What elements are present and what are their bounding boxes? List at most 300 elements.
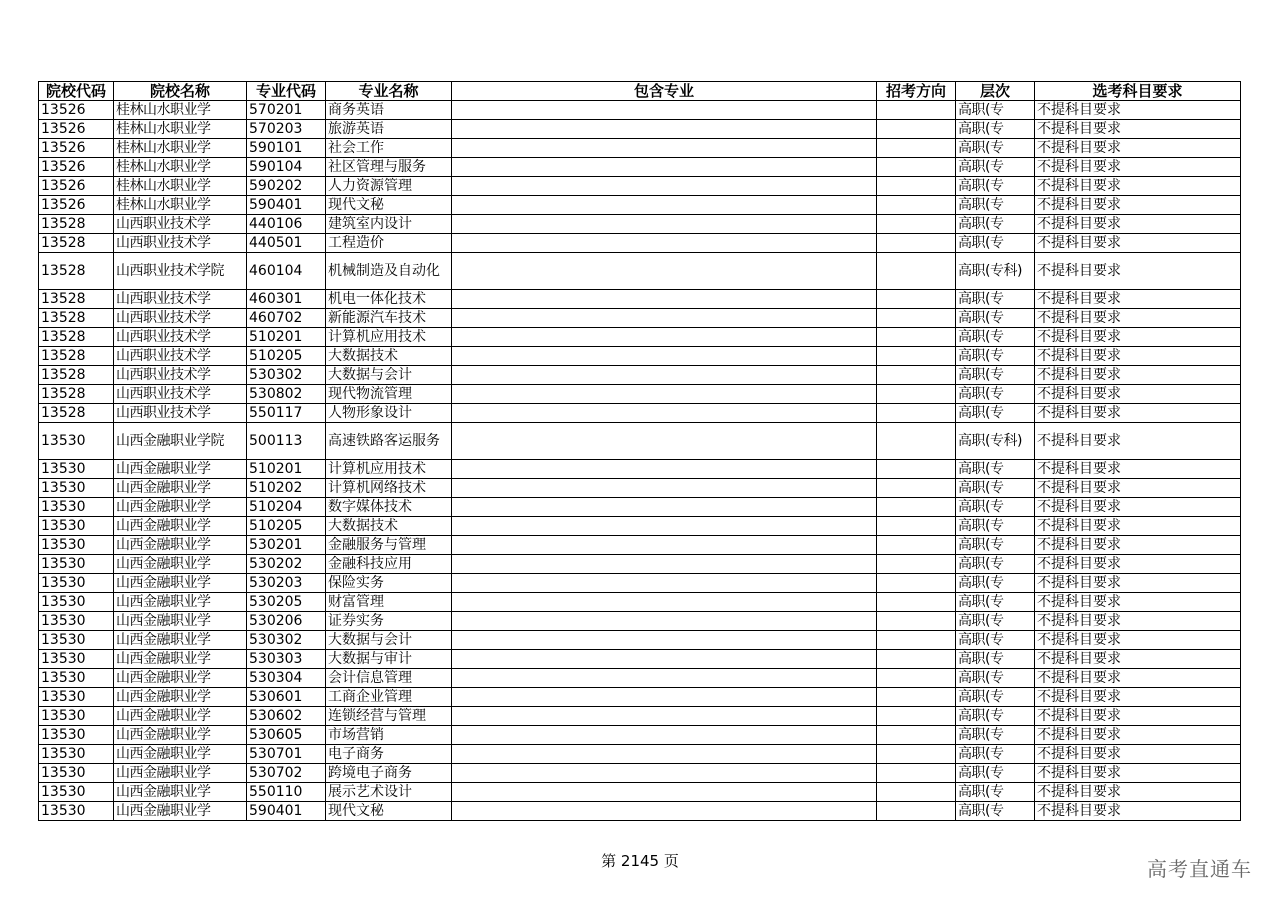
cell-school-name: 山西金融职业学 bbox=[114, 745, 247, 764]
cell-school-code: 13526 bbox=[39, 158, 114, 177]
cell-level: 高职(专 bbox=[956, 404, 1035, 423]
cell-school-code: 13528 bbox=[39, 366, 114, 385]
cell-level: 高职(专 bbox=[956, 536, 1035, 555]
cell-major-name: 电子商务 bbox=[326, 745, 452, 764]
cell-major-code: 500113 bbox=[247, 423, 326, 460]
cell-level: 高职(专 bbox=[956, 574, 1035, 593]
cell-major-code: 460702 bbox=[247, 309, 326, 328]
cell-subject-requirement: 不提科目要求 bbox=[1035, 460, 1241, 479]
cell-direction bbox=[877, 688, 956, 707]
cell-direction bbox=[877, 120, 956, 139]
cell-school-name: 山西金融职业学 bbox=[114, 783, 247, 802]
cell-major-name: 现代物流管理 bbox=[326, 385, 452, 404]
cell-school-code: 13528 bbox=[39, 404, 114, 423]
cell-level: 高职(专 bbox=[956, 593, 1035, 612]
table-row bbox=[39, 347, 1241, 366]
cell-included-majors bbox=[452, 177, 877, 196]
cell-level: 高职(专 bbox=[956, 707, 1035, 726]
cell-level: 高职(专 bbox=[956, 498, 1035, 517]
cell-school-name: 山西金融职业学 bbox=[114, 726, 247, 745]
cell-subject-requirement: 不提科目要求 bbox=[1035, 650, 1241, 669]
cell-major-name: 大数据技术 bbox=[326, 347, 452, 366]
cell-included-majors bbox=[452, 612, 877, 631]
cell-direction bbox=[877, 253, 956, 290]
cell-direction bbox=[877, 328, 956, 347]
table-row bbox=[39, 158, 1241, 177]
cell-major-code: 530202 bbox=[247, 555, 326, 574]
cell-major-name: 金融服务与管理 bbox=[326, 536, 452, 555]
cell-school-code: 13528 bbox=[39, 328, 114, 347]
cell-school-code: 13528 bbox=[39, 234, 114, 253]
cell-major-name: 机电一体化技术 bbox=[326, 290, 452, 309]
cell-included-majors bbox=[452, 120, 877, 139]
cell-direction bbox=[877, 290, 956, 309]
cell-major-code: 570201 bbox=[247, 101, 326, 120]
cell-included-majors bbox=[452, 574, 877, 593]
cell-subject-requirement: 不提科目要求 bbox=[1035, 234, 1241, 253]
table-row bbox=[39, 726, 1241, 745]
cell-major-name: 会计信息管理 bbox=[326, 669, 452, 688]
cell-school-name: 山西金融职业学 bbox=[114, 574, 247, 593]
cell-major-code: 530605 bbox=[247, 726, 326, 745]
cell-included-majors bbox=[452, 139, 877, 158]
cell-school-code: 13530 bbox=[39, 650, 114, 669]
cell-level: 高职(专 bbox=[956, 460, 1035, 479]
cell-school-code: 13530 bbox=[39, 574, 114, 593]
cell-school-name: 山西金融职业学 bbox=[114, 498, 247, 517]
cell-major-name: 机械制造及自动化 bbox=[326, 253, 452, 290]
cell-included-majors bbox=[452, 215, 877, 234]
cell-school-code: 13528 bbox=[39, 215, 114, 234]
header-school-name: 院校名称 bbox=[114, 82, 247, 101]
cell-level: 高职(专 bbox=[956, 215, 1035, 234]
cell-direction bbox=[877, 309, 956, 328]
cell-subject-requirement: 不提科目要求 bbox=[1035, 215, 1241, 234]
cell-included-majors bbox=[452, 498, 877, 517]
table-row bbox=[39, 612, 1241, 631]
table-row bbox=[39, 650, 1241, 669]
cell-direction bbox=[877, 574, 956, 593]
table-row bbox=[39, 707, 1241, 726]
cell-school-name: 山西职业技术学 bbox=[114, 309, 247, 328]
cell-included-majors bbox=[452, 385, 877, 404]
cell-subject-requirement: 不提科目要求 bbox=[1035, 328, 1241, 347]
cell-direction bbox=[877, 612, 956, 631]
cell-subject-requirement: 不提科目要求 bbox=[1035, 612, 1241, 631]
cell-subject-requirement: 不提科目要求 bbox=[1035, 385, 1241, 404]
table-row bbox=[39, 555, 1241, 574]
cell-direction bbox=[877, 460, 956, 479]
table-row bbox=[39, 460, 1241, 479]
cell-included-majors bbox=[452, 101, 877, 120]
cell-included-majors bbox=[452, 745, 877, 764]
cell-major-code: 590202 bbox=[247, 177, 326, 196]
cell-direction bbox=[877, 745, 956, 764]
cell-level: 高职(专 bbox=[956, 745, 1035, 764]
cell-included-majors bbox=[452, 460, 877, 479]
cell-subject-requirement: 不提科目要求 bbox=[1035, 253, 1241, 290]
cell-major-code: 530302 bbox=[247, 631, 326, 650]
cell-major-name: 人物形象设计 bbox=[326, 404, 452, 423]
cell-included-majors bbox=[452, 726, 877, 745]
cell-level: 高职(专 bbox=[956, 120, 1035, 139]
cell-subject-requirement: 不提科目要求 bbox=[1035, 101, 1241, 120]
cell-included-majors bbox=[452, 688, 877, 707]
cell-direction bbox=[877, 707, 956, 726]
cell-level: 高职(专 bbox=[956, 328, 1035, 347]
cell-subject-requirement: 不提科目要求 bbox=[1035, 536, 1241, 555]
cell-direction bbox=[877, 669, 956, 688]
cell-included-majors bbox=[452, 234, 877, 253]
cell-major-code: 510205 bbox=[247, 347, 326, 366]
cell-included-majors bbox=[452, 196, 877, 215]
cell-school-name: 山西金融职业学 bbox=[114, 536, 247, 555]
cell-level: 高职(专 bbox=[956, 726, 1035, 745]
cell-school-code: 13530 bbox=[39, 555, 114, 574]
cell-direction bbox=[877, 385, 956, 404]
cell-major-name: 财富管理 bbox=[326, 593, 452, 612]
cell-major-code: 460104 bbox=[247, 253, 326, 290]
cell-school-code: 13526 bbox=[39, 101, 114, 120]
header-level: 层次 bbox=[956, 82, 1035, 101]
cell-subject-requirement: 不提科目要求 bbox=[1035, 783, 1241, 802]
cell-school-name: 山西职业技术学 bbox=[114, 385, 247, 404]
header-subject-requirement: 选考科目要求 bbox=[1035, 82, 1241, 101]
table-row bbox=[39, 593, 1241, 612]
cell-direction bbox=[877, 479, 956, 498]
table-body bbox=[39, 101, 1241, 821]
cell-major-name: 社区管理与服务 bbox=[326, 158, 452, 177]
cell-level: 高职(专 bbox=[956, 347, 1035, 366]
cell-major-code: 460301 bbox=[247, 290, 326, 309]
table-row bbox=[39, 196, 1241, 215]
cell-major-name: 计算机应用技术 bbox=[326, 328, 452, 347]
header-included-majors: 包含专业 bbox=[452, 82, 877, 101]
cell-major-name: 大数据技术 bbox=[326, 517, 452, 536]
cell-major-code: 530602 bbox=[247, 707, 326, 726]
cell-school-name: 桂林山水职业学 bbox=[114, 120, 247, 139]
cell-school-code: 13526 bbox=[39, 177, 114, 196]
table-row bbox=[39, 669, 1241, 688]
cell-school-name: 山西金融职业学 bbox=[114, 479, 247, 498]
cell-major-code: 530203 bbox=[247, 574, 326, 593]
cell-school-code: 13530 bbox=[39, 460, 114, 479]
cell-level: 高职(专 bbox=[956, 669, 1035, 688]
cell-level: 高职(专 bbox=[956, 366, 1035, 385]
cell-major-name: 展示艺术设计 bbox=[326, 783, 452, 802]
cell-included-majors bbox=[452, 309, 877, 328]
cell-included-majors bbox=[452, 366, 877, 385]
cell-included-majors bbox=[452, 423, 877, 460]
table-row bbox=[39, 631, 1241, 650]
cell-major-name: 新能源汽车技术 bbox=[326, 309, 452, 328]
cell-school-name: 山西金融职业学院 bbox=[114, 423, 247, 460]
cell-direction bbox=[877, 366, 956, 385]
cell-school-code: 13530 bbox=[39, 593, 114, 612]
table-row bbox=[39, 253, 1241, 290]
cell-major-name: 证券实务 bbox=[326, 612, 452, 631]
cell-level: 高职(专 bbox=[956, 612, 1035, 631]
table-row bbox=[39, 574, 1241, 593]
cell-level: 高职(专 bbox=[956, 783, 1035, 802]
header-row bbox=[39, 82, 1241, 101]
cell-major-name: 保险实务 bbox=[326, 574, 452, 593]
page-number: 第 2145 页 bbox=[601, 852, 679, 870]
cell-school-name: 山西职业技术学 bbox=[114, 234, 247, 253]
cell-school-code: 13528 bbox=[39, 290, 114, 309]
cell-direction bbox=[877, 234, 956, 253]
cell-major-code: 530701 bbox=[247, 745, 326, 764]
header-major-code: 专业代码 bbox=[247, 82, 326, 101]
cell-direction bbox=[877, 764, 956, 783]
cell-direction bbox=[877, 347, 956, 366]
cell-level: 高职(专 bbox=[956, 177, 1035, 196]
cell-subject-requirement: 不提科目要求 bbox=[1035, 555, 1241, 574]
table-row bbox=[39, 328, 1241, 347]
cell-level: 高职(专 bbox=[956, 158, 1035, 177]
cell-direction bbox=[877, 101, 956, 120]
cell-school-code: 13528 bbox=[39, 385, 114, 404]
cell-subject-requirement: 不提科目要求 bbox=[1035, 423, 1241, 460]
cell-school-code: 13530 bbox=[39, 745, 114, 764]
cell-school-code: 13528 bbox=[39, 253, 114, 290]
cell-direction bbox=[877, 423, 956, 460]
table-row bbox=[39, 290, 1241, 309]
cell-school-code: 13526 bbox=[39, 139, 114, 158]
cell-school-code: 13530 bbox=[39, 498, 114, 517]
table-row bbox=[39, 783, 1241, 802]
cell-school-name: 山西金融职业学 bbox=[114, 669, 247, 688]
cell-direction bbox=[877, 650, 956, 669]
cell-major-code: 590101 bbox=[247, 139, 326, 158]
cell-major-name: 市场营销 bbox=[326, 726, 452, 745]
cell-school-name: 山西职业技术学 bbox=[114, 366, 247, 385]
cell-direction bbox=[877, 404, 956, 423]
cell-major-name: 社会工作 bbox=[326, 139, 452, 158]
admissions-table bbox=[38, 81, 1241, 821]
cell-included-majors bbox=[452, 802, 877, 821]
cell-school-name: 山西金融职业学 bbox=[114, 612, 247, 631]
cell-school-code: 13530 bbox=[39, 536, 114, 555]
cell-school-name: 桂林山水职业学 bbox=[114, 158, 247, 177]
cell-school-code: 13530 bbox=[39, 802, 114, 821]
cell-subject-requirement: 不提科目要求 bbox=[1035, 802, 1241, 821]
cell-major-name: 高速铁路客运服务 bbox=[326, 423, 452, 460]
cell-subject-requirement: 不提科目要求 bbox=[1035, 631, 1241, 650]
cell-subject-requirement: 不提科目要求 bbox=[1035, 726, 1241, 745]
table-row bbox=[39, 120, 1241, 139]
cell-included-majors bbox=[452, 536, 877, 555]
cell-subject-requirement: 不提科目要求 bbox=[1035, 177, 1241, 196]
cell-school-code: 13526 bbox=[39, 196, 114, 215]
cell-direction bbox=[877, 783, 956, 802]
cell-subject-requirement: 不提科目要求 bbox=[1035, 593, 1241, 612]
cell-major-name: 建筑室内设计 bbox=[326, 215, 452, 234]
cell-major-code: 510205 bbox=[247, 517, 326, 536]
cell-major-name: 人力资源管理 bbox=[326, 177, 452, 196]
header-major-name: 专业名称 bbox=[326, 82, 452, 101]
cell-major-name: 大数据与会计 bbox=[326, 631, 452, 650]
cell-level: 高职(专科) bbox=[956, 253, 1035, 290]
cell-school-name: 山西金融职业学 bbox=[114, 707, 247, 726]
cell-direction bbox=[877, 517, 956, 536]
cell-level: 高职(专 bbox=[956, 631, 1035, 650]
cell-subject-requirement: 不提科目要求 bbox=[1035, 139, 1241, 158]
cell-major-name: 大数据与审计 bbox=[326, 650, 452, 669]
cell-major-code: 530205 bbox=[247, 593, 326, 612]
cell-subject-requirement: 不提科目要求 bbox=[1035, 498, 1241, 517]
cell-subject-requirement: 不提科目要求 bbox=[1035, 517, 1241, 536]
table-row bbox=[39, 177, 1241, 196]
cell-school-code: 13528 bbox=[39, 309, 114, 328]
cell-school-name: 桂林山水职业学 bbox=[114, 139, 247, 158]
table-row bbox=[39, 745, 1241, 764]
cell-major-code: 570203 bbox=[247, 120, 326, 139]
cell-included-majors bbox=[452, 783, 877, 802]
cell-school-name: 桂林山水职业学 bbox=[114, 101, 247, 120]
cell-major-name: 数字媒体技术 bbox=[326, 498, 452, 517]
cell-subject-requirement: 不提科目要求 bbox=[1035, 764, 1241, 783]
cell-major-name: 大数据与会计 bbox=[326, 366, 452, 385]
cell-major-name: 计算机应用技术 bbox=[326, 460, 452, 479]
cell-school-code: 13530 bbox=[39, 517, 114, 536]
cell-level: 高职(专科) bbox=[956, 423, 1035, 460]
cell-school-name: 山西职业技术学 bbox=[114, 347, 247, 366]
cell-direction bbox=[877, 196, 956, 215]
cell-school-code: 13530 bbox=[39, 764, 114, 783]
cell-school-code: 13530 bbox=[39, 423, 114, 460]
cell-level: 高职(专 bbox=[956, 385, 1035, 404]
cell-school-name: 山西金融职业学 bbox=[114, 764, 247, 783]
cell-subject-requirement: 不提科目要求 bbox=[1035, 158, 1241, 177]
cell-school-name: 山西金融职业学 bbox=[114, 631, 247, 650]
cell-direction bbox=[877, 215, 956, 234]
cell-direction bbox=[877, 631, 956, 650]
cell-direction bbox=[877, 158, 956, 177]
cell-school-name: 山西金融职业学 bbox=[114, 517, 247, 536]
cell-major-code: 590401 bbox=[247, 802, 326, 821]
cell-school-name: 山西金融职业学 bbox=[114, 802, 247, 821]
cell-major-code: 530802 bbox=[247, 385, 326, 404]
cell-included-majors bbox=[452, 593, 877, 612]
cell-major-name: 连锁经营与管理 bbox=[326, 707, 452, 726]
cell-level: 高职(专 bbox=[956, 802, 1035, 821]
cell-major-name: 计算机网络技术 bbox=[326, 479, 452, 498]
table-row bbox=[39, 536, 1241, 555]
cell-school-name: 桂林山水职业学 bbox=[114, 196, 247, 215]
cell-major-code: 550117 bbox=[247, 404, 326, 423]
cell-level: 高职(专 bbox=[956, 101, 1035, 120]
cell-included-majors bbox=[452, 328, 877, 347]
cell-included-majors bbox=[452, 290, 877, 309]
cell-level: 高职(专 bbox=[956, 309, 1035, 328]
cell-level: 高职(专 bbox=[956, 139, 1035, 158]
cell-level: 高职(专 bbox=[956, 479, 1035, 498]
cell-subject-requirement: 不提科目要求 bbox=[1035, 479, 1241, 498]
cell-included-majors bbox=[452, 555, 877, 574]
cell-school-name: 山西金融职业学 bbox=[114, 593, 247, 612]
cell-subject-requirement: 不提科目要求 bbox=[1035, 196, 1241, 215]
cell-major-code: 530303 bbox=[247, 650, 326, 669]
cell-major-code: 510201 bbox=[247, 328, 326, 347]
cell-included-majors bbox=[452, 650, 877, 669]
cell-subject-requirement: 不提科目要求 bbox=[1035, 404, 1241, 423]
cell-subject-requirement: 不提科目要求 bbox=[1035, 309, 1241, 328]
cell-school-name: 山西金融职业学 bbox=[114, 555, 247, 574]
cell-major-name: 现代文秘 bbox=[326, 196, 452, 215]
cell-school-name: 山西职业技术学 bbox=[114, 215, 247, 234]
cell-subject-requirement: 不提科目要求 bbox=[1035, 745, 1241, 764]
cell-major-code: 530304 bbox=[247, 669, 326, 688]
cell-included-majors bbox=[452, 764, 877, 783]
watermark-text: 高考直通车 bbox=[1147, 857, 1252, 881]
cell-included-majors bbox=[452, 707, 877, 726]
cell-school-name: 山西职业技术学 bbox=[114, 328, 247, 347]
cell-included-majors bbox=[452, 158, 877, 177]
table-row bbox=[39, 423, 1241, 460]
header-direction: 招考方向 bbox=[877, 82, 956, 101]
cell-major-code: 530601 bbox=[247, 688, 326, 707]
cell-direction bbox=[877, 536, 956, 555]
cell-level: 高职(专 bbox=[956, 234, 1035, 253]
cell-included-majors bbox=[452, 631, 877, 650]
cell-school-code: 13530 bbox=[39, 726, 114, 745]
cell-subject-requirement: 不提科目要求 bbox=[1035, 669, 1241, 688]
cell-major-code: 530702 bbox=[247, 764, 326, 783]
cell-included-majors bbox=[452, 347, 877, 366]
cell-included-majors bbox=[452, 404, 877, 423]
cell-included-majors bbox=[452, 479, 877, 498]
cell-level: 高职(专 bbox=[956, 555, 1035, 574]
cell-major-name: 金融科技应用 bbox=[326, 555, 452, 574]
cell-direction bbox=[877, 177, 956, 196]
cell-major-code: 510204 bbox=[247, 498, 326, 517]
table-row bbox=[39, 479, 1241, 498]
cell-school-code: 13530 bbox=[39, 669, 114, 688]
table-row bbox=[39, 385, 1241, 404]
cell-major-name: 旅游英语 bbox=[326, 120, 452, 139]
cell-school-name: 桂林山水职业学 bbox=[114, 177, 247, 196]
cell-major-name: 现代文秘 bbox=[326, 802, 452, 821]
table-row bbox=[39, 139, 1241, 158]
table-row bbox=[39, 404, 1241, 423]
table-row bbox=[39, 802, 1241, 821]
table-row bbox=[39, 498, 1241, 517]
cell-level: 高职(专 bbox=[956, 650, 1035, 669]
cell-major-name: 工商企业管理 bbox=[326, 688, 452, 707]
table-row bbox=[39, 688, 1241, 707]
cell-school-name: 山西金融职业学 bbox=[114, 688, 247, 707]
cell-major-code: 440501 bbox=[247, 234, 326, 253]
cell-subject-requirement: 不提科目要求 bbox=[1035, 574, 1241, 593]
table-row bbox=[39, 517, 1241, 536]
cell-level: 高职(专 bbox=[956, 196, 1035, 215]
cell-subject-requirement: 不提科目要求 bbox=[1035, 688, 1241, 707]
cell-school-code: 13528 bbox=[39, 347, 114, 366]
cell-direction bbox=[877, 139, 956, 158]
cell-school-name: 山西职业技术学 bbox=[114, 404, 247, 423]
table-row bbox=[39, 234, 1241, 253]
table-row bbox=[39, 215, 1241, 234]
cell-level: 高职(专 bbox=[956, 290, 1035, 309]
cell-level: 高职(专 bbox=[956, 517, 1035, 536]
cell-school-name: 山西职业技术学院 bbox=[114, 253, 247, 290]
cell-major-code: 590104 bbox=[247, 158, 326, 177]
cell-school-code: 13530 bbox=[39, 631, 114, 650]
cell-school-code: 13530 bbox=[39, 783, 114, 802]
cell-direction bbox=[877, 498, 956, 517]
cell-included-majors bbox=[452, 669, 877, 688]
